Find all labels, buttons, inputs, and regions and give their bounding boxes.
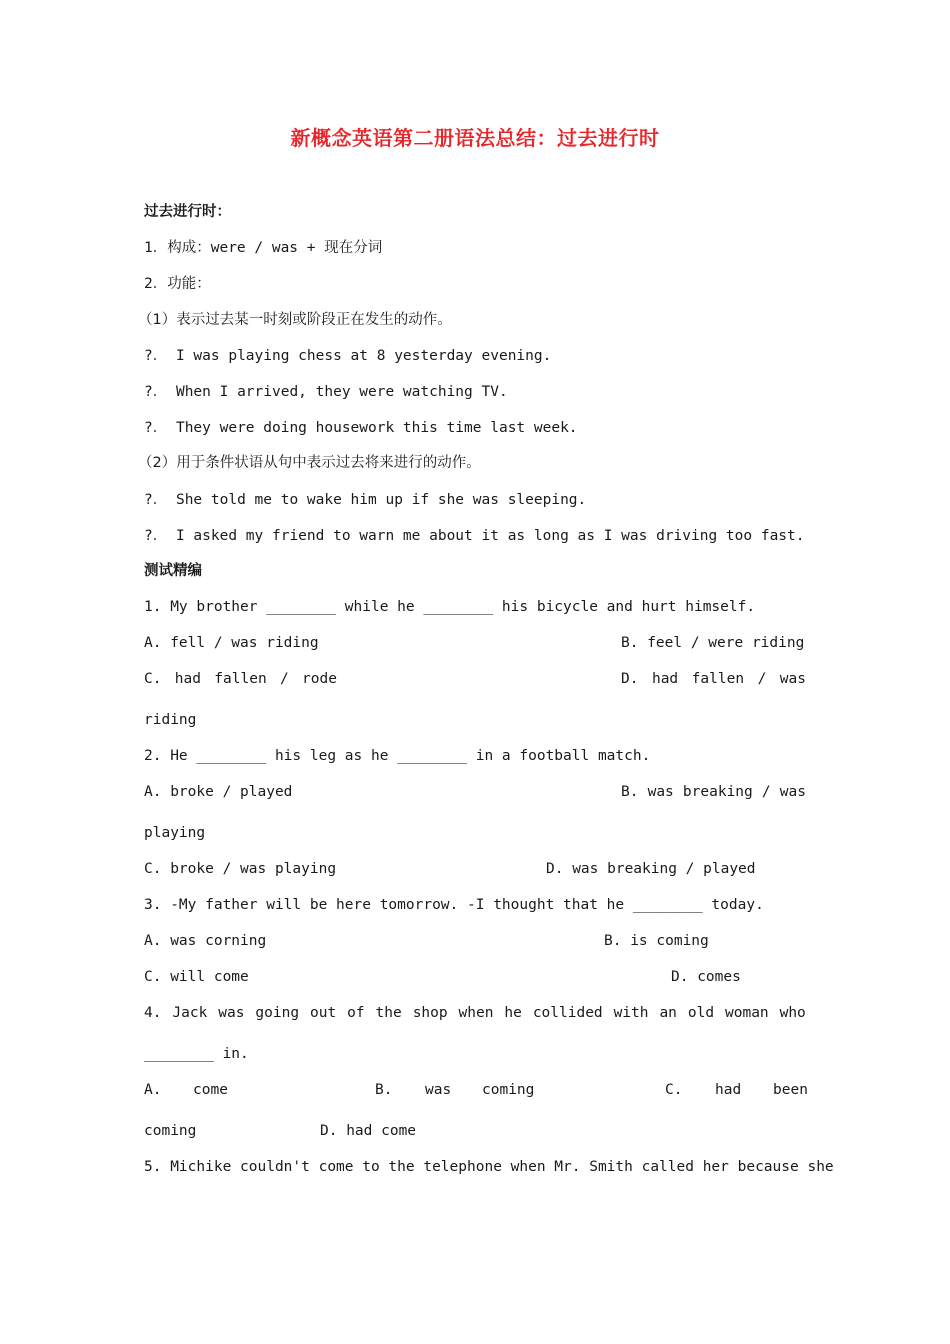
question-3-option-b: B. is coming xyxy=(604,933,709,949)
word: Jack xyxy=(172,1005,208,1021)
question-1-option-d-continued: riding xyxy=(144,712,197,728)
word: rode xyxy=(302,671,337,687)
option-label: B. xyxy=(375,1082,393,1098)
word: with xyxy=(613,1005,649,1021)
example-1: ?． I was playing chess at 8 yesterday evening. xyxy=(144,348,552,364)
word: / xyxy=(757,671,767,687)
word: was xyxy=(218,1005,245,1021)
option-label: C. xyxy=(665,1082,683,1098)
word: / xyxy=(761,784,771,800)
example-5: ?． I asked my friend to warn me about it as long as I was driving too fast. xyxy=(144,528,805,544)
question-1-stem: 1. My brother ________ while he ________ his bicycle and hurt himself. xyxy=(144,599,756,615)
word: was xyxy=(779,671,806,687)
question-2-option-c: C. broke / was playing xyxy=(144,861,337,877)
question-1-option-c xyxy=(144,669,337,689)
word: the xyxy=(375,1005,402,1021)
function-label: 2．功能： xyxy=(144,276,211,292)
word: an xyxy=(659,1005,677,1021)
page-title: 新概念英语第二册语法总结：过去进行时 xyxy=(290,126,660,150)
word: of xyxy=(347,1005,365,1021)
word: was xyxy=(647,784,674,800)
structure-line: 1．构成：were / was + 现在分词 xyxy=(144,240,383,256)
question-3-stem: 3. -My father will be here tomorrow. -I thought that he ________ today. xyxy=(144,897,764,913)
word: coming xyxy=(482,1082,535,1098)
question-2-option-a: A. broke / played xyxy=(144,784,293,800)
word: had xyxy=(651,671,679,687)
word: been xyxy=(773,1082,808,1098)
word: he xyxy=(504,1005,522,1021)
question-4-stem-continued: ________ in. xyxy=(144,1046,249,1062)
question-4-options-row xyxy=(144,1080,806,1100)
example-4: ?． She told me to wake him up if she was sleeping. xyxy=(144,492,587,508)
question-3-option-d: D. comes xyxy=(671,969,741,985)
word: who xyxy=(779,1005,806,1021)
question-2-option-b xyxy=(621,782,806,802)
option-label: A. xyxy=(144,1082,162,1098)
word: when xyxy=(458,1005,494,1021)
word: D. xyxy=(621,671,639,687)
question-4-stem xyxy=(144,1003,806,1023)
word: going xyxy=(255,1005,300,1021)
question-5-stem: 5. Michike couldn't come to the telephone when Mr. Smith called her because she xyxy=(144,1159,834,1175)
question-2-option-b-continued: playing xyxy=(144,825,206,841)
word: was xyxy=(425,1082,452,1098)
question-3-option-a: A. was corning xyxy=(144,933,267,949)
question-2-stem: 2. He ________ his leg as he ________ in a football match. xyxy=(144,748,651,764)
section-heading-quiz: 测试精编 xyxy=(144,563,202,579)
word: fallen xyxy=(691,671,745,687)
section-heading-grammar: 过去进行时： xyxy=(144,204,231,220)
word: shop xyxy=(412,1005,448,1021)
word: was xyxy=(779,784,806,800)
word: collided xyxy=(532,1005,603,1021)
example-3: ?． They were doing housework this time last week. xyxy=(144,420,578,436)
word: come xyxy=(193,1082,228,1098)
question-3-option-c: C. will come xyxy=(144,969,249,985)
question-1-option-a: A. fell / was riding xyxy=(144,635,319,651)
question-4-option-d: D. had come xyxy=(320,1123,417,1139)
word: woman xyxy=(725,1005,769,1021)
question-2-option-d: D. was breaking / played xyxy=(546,861,756,877)
word: old xyxy=(687,1005,715,1021)
word: 4. xyxy=(144,1005,162,1021)
word: fallen xyxy=(214,671,267,687)
example-2: ?． When I arrived, they were watching TV. xyxy=(144,384,508,400)
question-1-option-b: B. feel / were riding xyxy=(621,635,805,651)
word: had xyxy=(715,1082,742,1098)
word: B. xyxy=(621,784,639,800)
use-1: （1）表示过去某一时刻或阶段正在发生的动作。 xyxy=(138,312,452,328)
word: out xyxy=(310,1005,337,1021)
use-2: （2）用于条件状语从句中表示过去将来进行的动作。 xyxy=(138,455,481,471)
word: breaking xyxy=(682,784,753,800)
word: had xyxy=(174,671,201,687)
word: C. xyxy=(144,671,162,687)
word: / xyxy=(280,671,289,687)
question-4-option-c-continued: coming xyxy=(144,1123,197,1139)
question-1-option-d xyxy=(621,669,806,689)
